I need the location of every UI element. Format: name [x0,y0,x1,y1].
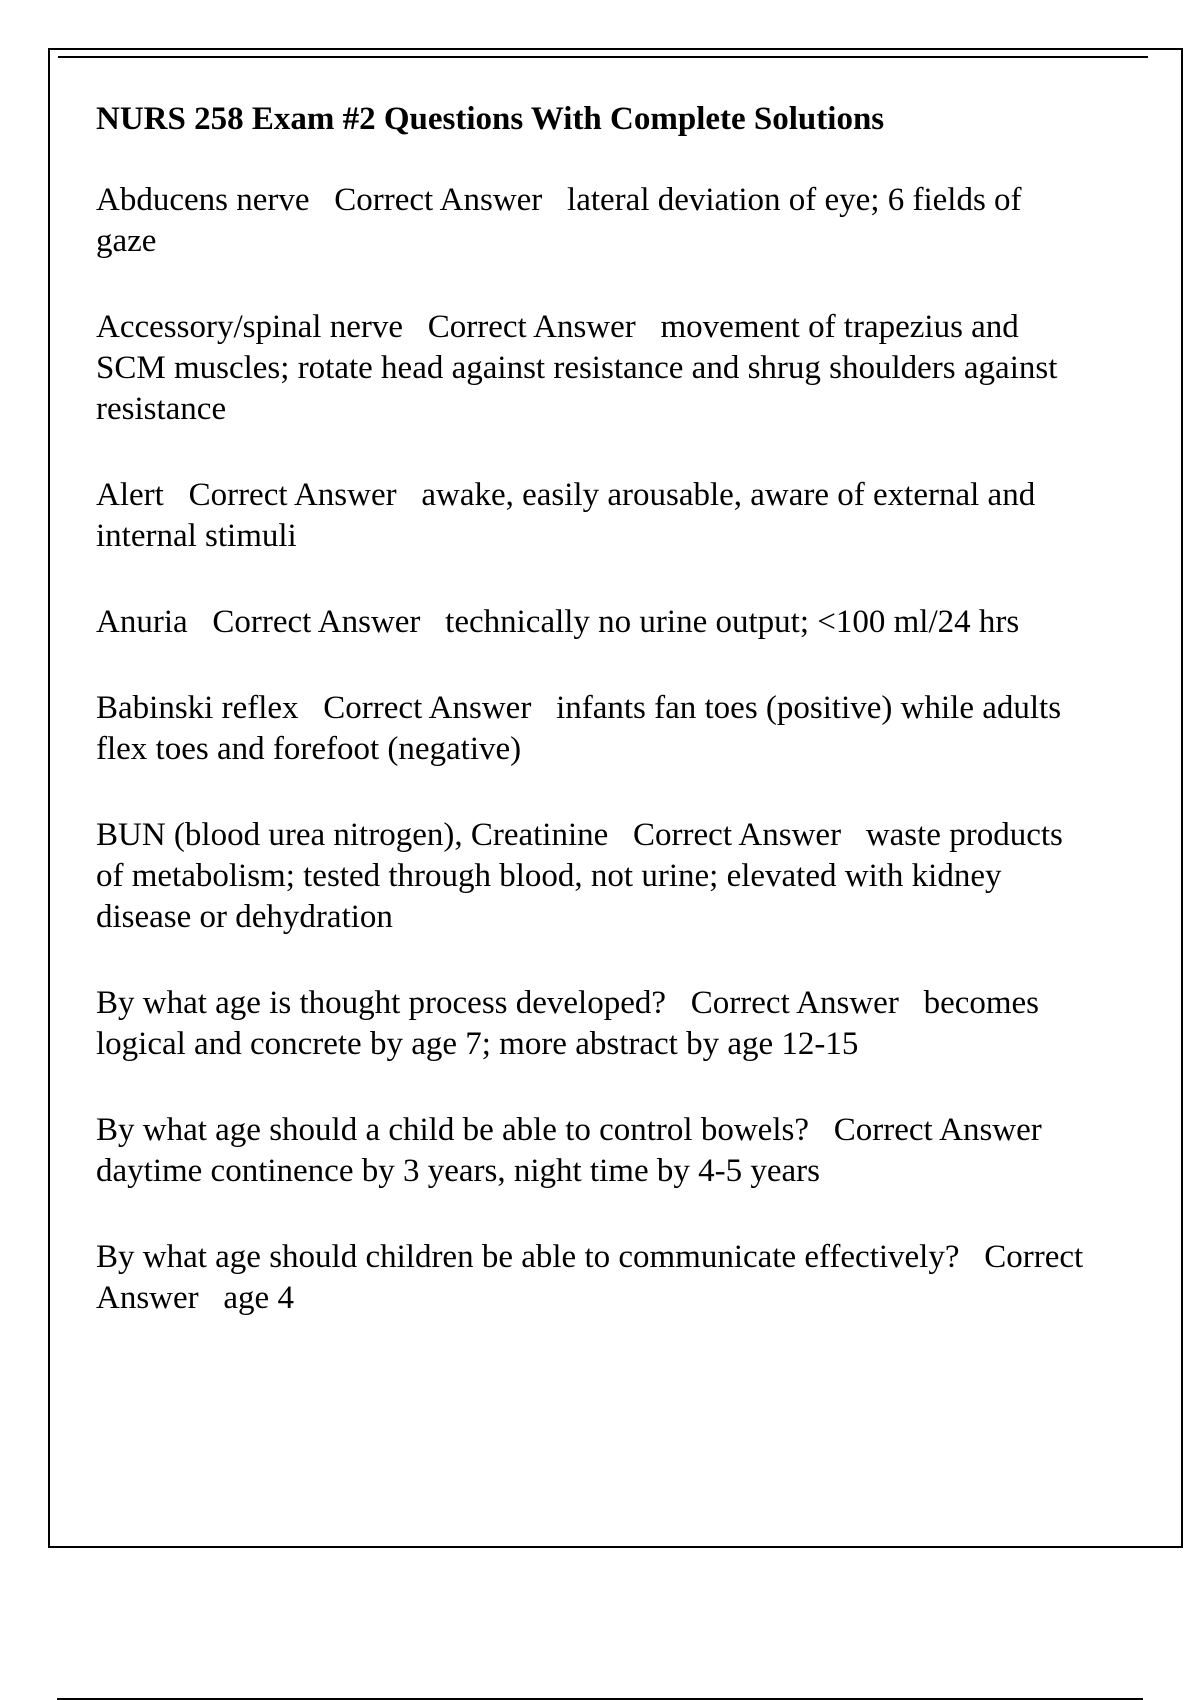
entry-answer: age 4 [223,1280,294,1316]
entry-answer: daytime continence by 3 years, night time by 4-5 years [96,1153,820,1189]
qa-entry [96,180,1086,262]
correct-answer-label: Correct Answer [323,690,532,726]
qa-entry [96,602,1086,643]
entry-answer: technically no urine output; <100 ml/24 hrs [445,604,1020,640]
correct-answer-label: Correct Answer [690,985,899,1021]
entry-term: Accessory/spinal nerve [96,309,403,345]
correct-answer-label: Correct Answer [334,182,543,218]
qa-entry [96,475,1086,557]
entry-answer: waste products of metabolism; tested through blood, not urine; elevated with kidney disease or dehydration [96,817,1072,935]
entry-term: Babinski reflex [96,690,299,726]
entry-answer: awake, easily arousable, aware of external and internal stimuli [96,477,1044,554]
correct-answer-label: Correct Answer [96,1239,1090,1316]
qa-entry [96,307,1086,430]
document-title: NURS 258 Exam #2 Questions With Complete Solutions [96,101,885,137]
entry-term: Abducens nerve [96,182,310,218]
entry-term: Anuria [96,604,188,640]
entry-term: By what age should a child be able to control bowels? [96,1112,809,1148]
correct-answer-label: Correct Answer [188,477,397,513]
document-content [96,98,1090,1364]
qa-entry [96,688,1086,770]
entry-term: By what age should children be able to communicate effectively? [96,1239,960,1275]
qa-entry [96,815,1086,938]
entry-answer: becomes logical and concrete by age 7; more abstract by age 12-15 [96,985,1048,1062]
qa-entry [96,983,1086,1065]
entry-answer: lateral deviation of eye; 6 fields of gaze [96,182,1030,259]
entry-term: BUN (blood urea nitrogen), Creatinine [96,817,609,853]
qa-entry [96,1110,1086,1192]
correct-answer-label: Correct Answer [633,817,842,853]
entry-answer: infants fan toes (positive) while adults flex toes and forefoot (negative) [96,690,1070,767]
top-rule [58,56,1148,58]
entry-term: By what age is thought process developed? [96,985,667,1021]
entry-term: Alert [96,477,164,513]
qa-entry [96,1237,1090,1319]
correct-answer-label: Correct Answer [427,309,636,345]
correct-answer-label: Correct Answer [212,604,421,640]
entry-answer: movement of trapezius and SCM muscles; rotate head against resistance and shrug shoulders against resistance [96,309,1066,427]
correct-answer-label: Correct Answer [833,1112,1042,1148]
